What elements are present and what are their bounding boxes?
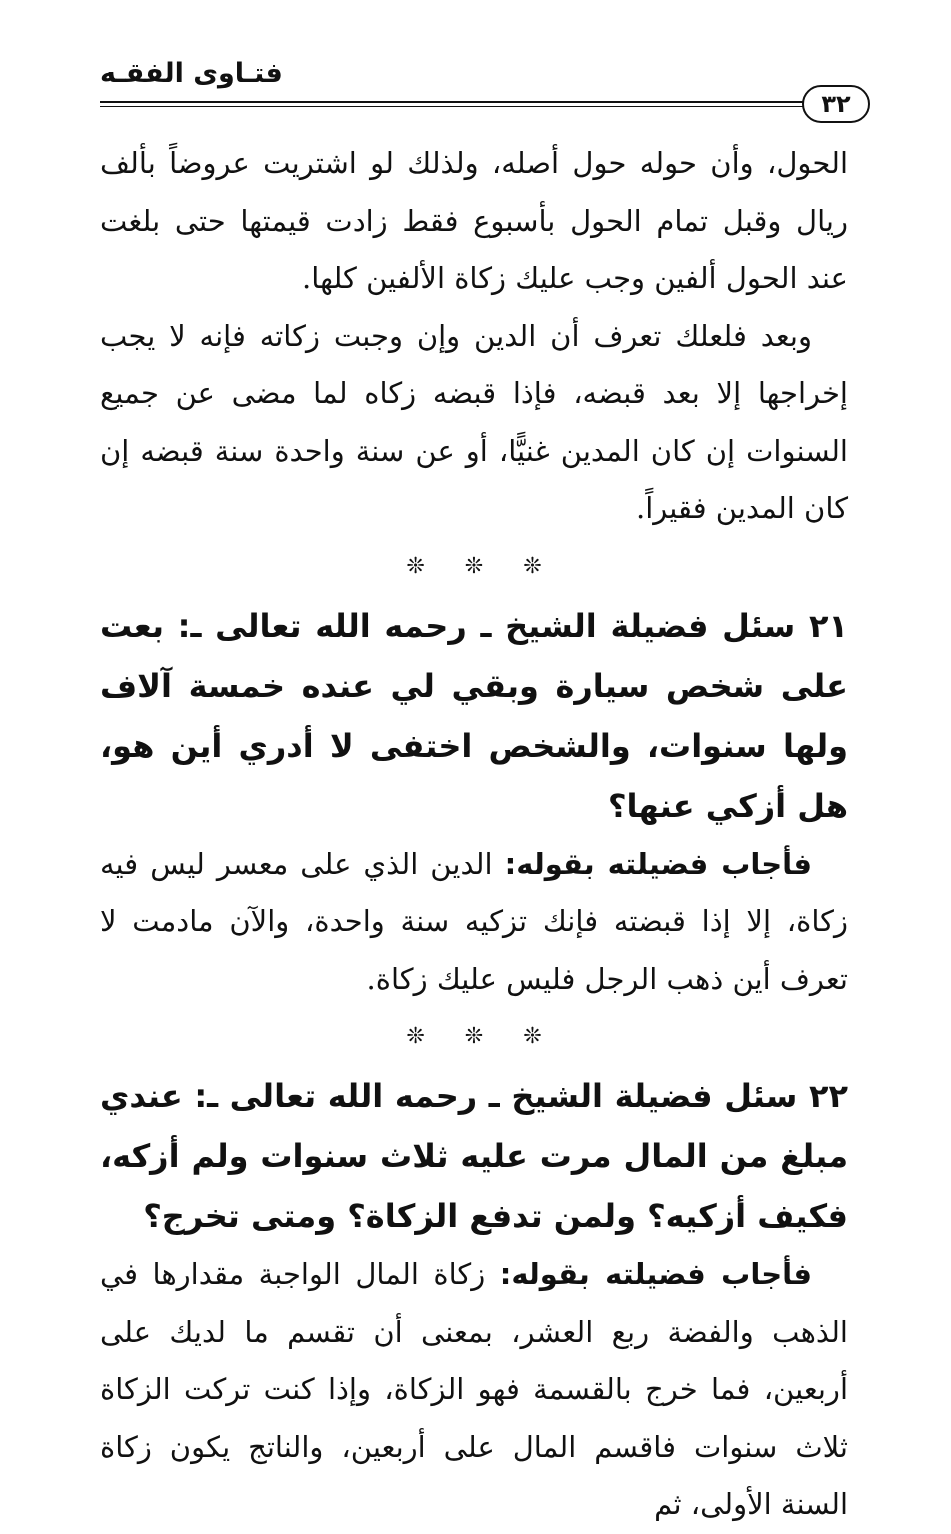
answer-21-text: الدين الذي على معسر ليس فيه زكاة، إلا إذا قبضته فإنك تزكيه سنة واحدة، والآن مادمت لا تعرف أين ذهب الرجل فليس عليك زكاة. <box>100 846 848 996</box>
question-21: ٢١ سئل فضيلة الشيخ ـ رحمه الله تعالى ـ: بعت على شخص سيارة وبقي لي عنده خمسة آلاف ولها سنوات، والشخص اختفى لا أدري أين هو، هل أزكي عنها؟ <box>100 606 848 825</box>
question-22: ٢٢ سئل فضيلة الشيخ ـ رحمه الله تعالى ـ: عندي مبلغ من المال مرت عليه ثلاث سنوات ولم أزكه، فكيف أزكيه؟ ولمن تدفع الزكاة؟ ومتى تخرج؟ <box>100 1077 848 1235</box>
paragraph-1: الحول، وأن حوله حول أصله، ولذلك لو اشتريت عروضاً بألف ريال وقبل تمام الحول بأسبوع فقط زادت قيمتها حتى بلغت عند الحول ألفين وجب عليك زكاة الألفين كلها. <box>100 146 849 295</box>
section-separator-2: ❊❊❊ <box>406 1024 582 1049</box>
paragraph-2: وبعد فلعلك تعرف أن الدين وإن وجبت زكاته فإنه لا يجب إخراجها إلا بعد قبضه، فإذا قبضه زكاه لما مضى عن جميع السنوات إن كان المدين غنيًّا، أو عن سنة واحدة سنة قبضه إن كان المدين فقيراً. <box>100 318 848 525</box>
answer-22-text: زكاة المال الواجبة مقدارها في الذهب والفضة ربع العشر، بمعنى أن تقسم ما لديك على أربعين، فما خرج بالقسمة فهو الزكاة، وإذا كنت تركت الزكاة ثلاث سنوات فاقسم المال على أربعين، والناتج يكون زكاة السنة الأولى، ثم <box>100 1257 848 1521</box>
book-title: فتـاوى الفقـه <box>100 58 283 89</box>
answer-21-lead: فأجاب فضيلته بقوله: <box>504 846 813 881</box>
section-separator-1: ❊❊❊ <box>406 553 582 579</box>
header-divider <box>100 101 805 107</box>
answer-22 <box>100 1246 848 1534</box>
answer-22-lead: فأجاب فضيلته بقوله: <box>499 1257 812 1291</box>
page-header <box>100 58 862 118</box>
answer-21 <box>100 836 848 1009</box>
page-body <box>100 135 848 1534</box>
page-number-badge: ٣٢ <box>802 85 870 123</box>
